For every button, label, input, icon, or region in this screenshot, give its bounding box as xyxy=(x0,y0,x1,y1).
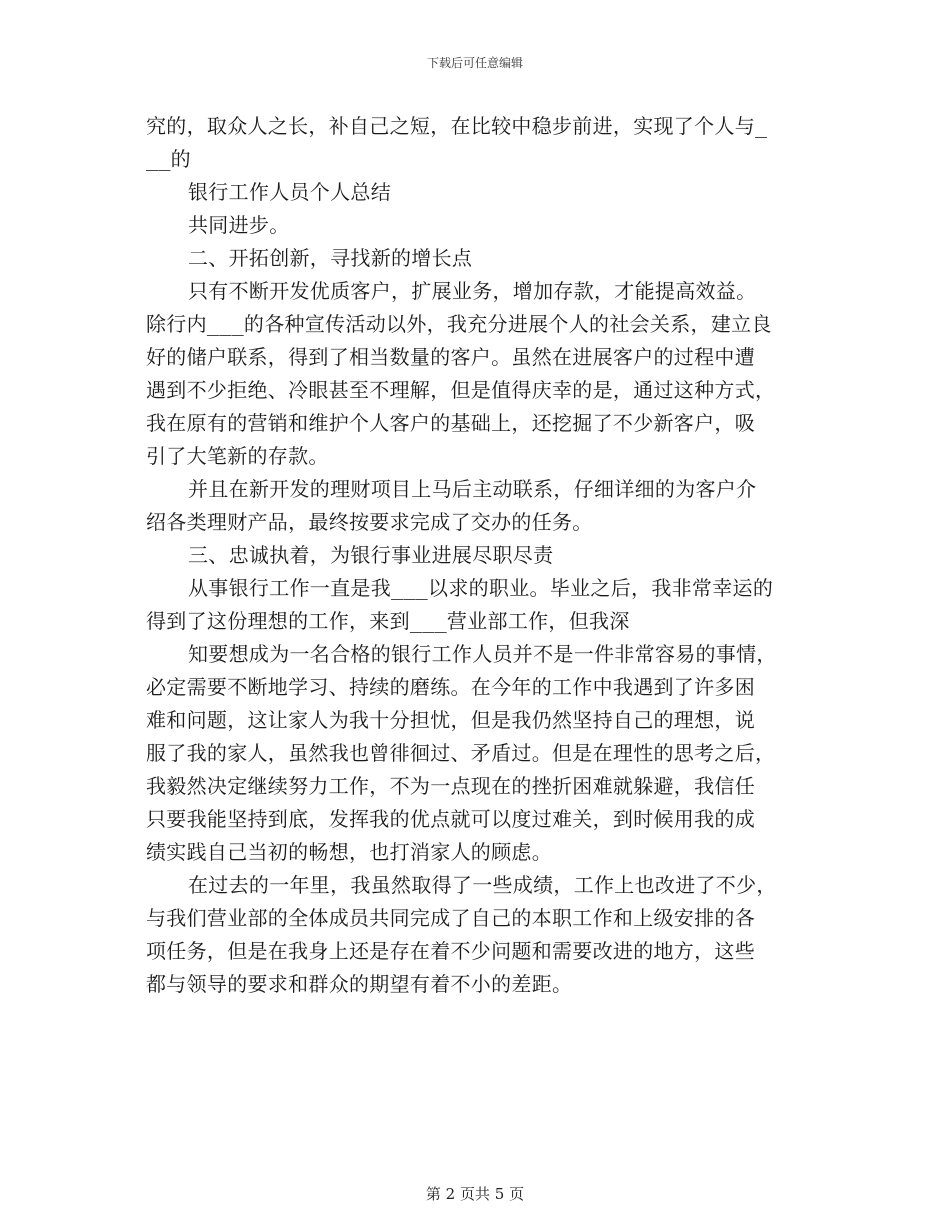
text-line: 除行内___的各种宣传活动以外，我充分进展个人的社会关系，建立良 xyxy=(146,312,772,336)
text-line: 绩实践自己当初的畅想，也打消家人的顾虑。 xyxy=(146,840,552,864)
section-heading: 二、开拓创新，寻找新的增长点 xyxy=(188,246,473,270)
page-header: 下载后可任意编辑 xyxy=(426,56,523,70)
text-line: 遇到不少拒绝、冷眼甚至不理解，但是值得庆幸的是，通过这种方式， xyxy=(146,378,776,402)
text-line: 项任务，但是在我身上还是存在着不少问题和需要改进的地方，这些 xyxy=(146,939,755,963)
text-line: 知要想成为一名合格的银行工作人员并不是一件非常容易的事情， xyxy=(188,642,777,666)
text-line: 必定需要不断地学习、持续的磨练。在今年的工作中我遇到了许多困 xyxy=(146,675,755,699)
page-number: 第 2 页共 5 页 xyxy=(425,1185,525,1203)
document-body xyxy=(146,110,806,1001)
text-line: 都与领导的要求和群众的期望有着不小的差距。 xyxy=(146,972,573,996)
paragraph xyxy=(146,869,806,1001)
text-line: 得到了这份理想的工作，来到___营业部工作，但我深 xyxy=(146,609,630,633)
text-line: 在过去的一年里，我虽然取得了一些成绩，工作上也改进了不少， xyxy=(188,873,777,897)
text-line: 与我们营业部的全体成员共同完成了自己的本职工作和上级安排的各 xyxy=(146,906,755,930)
text-line: __的 xyxy=(146,147,191,171)
text-line: 我在原有的营销和维护个人客户的基础上，还挖掘了不少新客户，吸 xyxy=(146,411,755,435)
section-title: 银行工作人员个人总结 xyxy=(188,180,391,204)
text-line: 服了我的家人，虽然我也曾徘徊过、矛盾过。但是在理性的思考之后， xyxy=(146,741,776,765)
text-line: 引了大笔新的存款。 xyxy=(146,444,329,468)
text-line: 从事银行工作一直是我___以求的职业。毕业之后，我非常幸运的 xyxy=(188,576,774,600)
text-line: 绍各类理财产品，最终按要求完成了交办的任务。 xyxy=(146,510,593,534)
paragraph xyxy=(146,473,806,539)
paragraph xyxy=(146,275,806,473)
text-line: 我毅然决定继续努力工作，不为一点现在的挫折困难就躲避，我信任 xyxy=(146,774,755,798)
text-line: 究的，取众人之长，补自己之短，在比较中稳步前进，实现了个人与_ xyxy=(146,114,768,138)
text-line: 并且在新开发的理财项目上马后主动联系，仔细详细的为客户介 xyxy=(188,477,757,501)
text-line: 好的储户联系，得到了相当数量的客户。虽然在进展客户的过程中遭 xyxy=(146,345,755,369)
section-heading: 三、忠诚执着，为银行事业进展尽职尽责 xyxy=(188,543,554,567)
paragraph xyxy=(146,572,806,638)
text-line: 只要我能坚持到底，发挥我的优点就可以度过难关，到时候用我的成 xyxy=(146,807,755,831)
text-line: 难和问题，这让家人为我十分担忧，但是我仍然坚持自己的理想，说 xyxy=(146,708,755,732)
text-line: 只有不断开发优质客户，扩展业务，增加存款，才能提高效益。 xyxy=(188,279,757,303)
text-line: 共同进步。 xyxy=(188,213,290,237)
paragraph xyxy=(146,638,806,869)
